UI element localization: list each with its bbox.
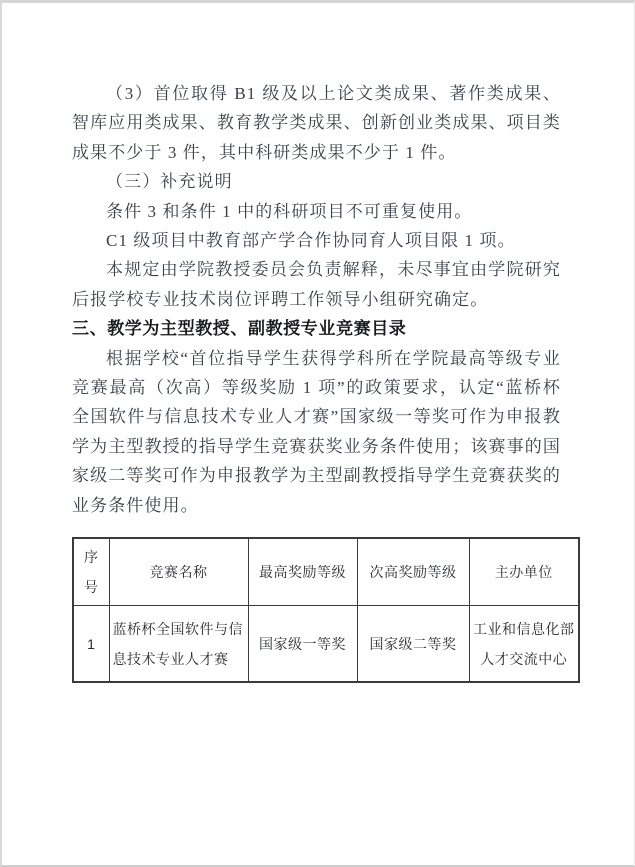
paragraph-c1-note: C1 级项目中教育部产学合作协同育人项目限 1 项。 bbox=[106, 231, 516, 251]
header-cell-host: 主办单位 bbox=[469, 538, 579, 606]
header-cell-top-award: 最高奖励等级 bbox=[248, 538, 357, 606]
header-cell-seq: 序号 bbox=[73, 538, 109, 606]
paragraph-interpretation-note: 本规定由学院教授委员会负责解释，未尽事宜由学院研究后报学校专业技术岗位评聘工作领导小组研究确定。 bbox=[72, 260, 561, 309]
paragraph-supplement-heading: （三）补充说明 bbox=[106, 172, 233, 192]
competition-table bbox=[72, 537, 580, 683]
table-row bbox=[73, 606, 579, 683]
cell-host: 工业和信息化部人才交流中心 bbox=[469, 606, 579, 683]
paragraph-policy-description: 根据学校“首位指导学生获得学科所在学院最高等级专业竞赛最高（次高）等级奖励 1 项”的政策要求，认定“蓝桥杯全国软件与信息技术专业人才赛”国家级一等奖可作为申报教学为主型教授的指导学生竞赛获奖业务条件使用；该赛事的国家级二等奖可作为申报教学为主型副教授指导学生竞赛获奖的业务条件使用。 bbox=[72, 348, 561, 515]
paragraph-item-3: （3）首位取得 B1 级及以上论文类成果、著作类成果、智库应用类成果、教育教学类成果、创新创业类成果、项目类成果不少于 3 件，其中科研类成果不少于 1 件。 bbox=[72, 84, 561, 162]
table-header-row bbox=[73, 538, 579, 606]
cell-seq: 1 bbox=[73, 606, 109, 683]
cell-top-award: 国家级一等奖 bbox=[248, 606, 357, 683]
header-cell-competition-name: 竞赛名称 bbox=[109, 538, 248, 606]
section-heading-competition-list: 三、教学为主型教授、副教授专业竞赛目录 bbox=[72, 319, 407, 339]
cell-competition-name: 蓝桥杯全国软件与信息技术专业人才赛 bbox=[109, 606, 248, 683]
paragraph-condition-note: 条件 3 和条件 1 中的科研项目不可重复使用。 bbox=[106, 201, 473, 221]
header-cell-second-award: 次高奖励等级 bbox=[357, 538, 469, 606]
cell-second-award: 国家级二等奖 bbox=[357, 606, 469, 683]
document-text-block bbox=[72, 79, 561, 520]
